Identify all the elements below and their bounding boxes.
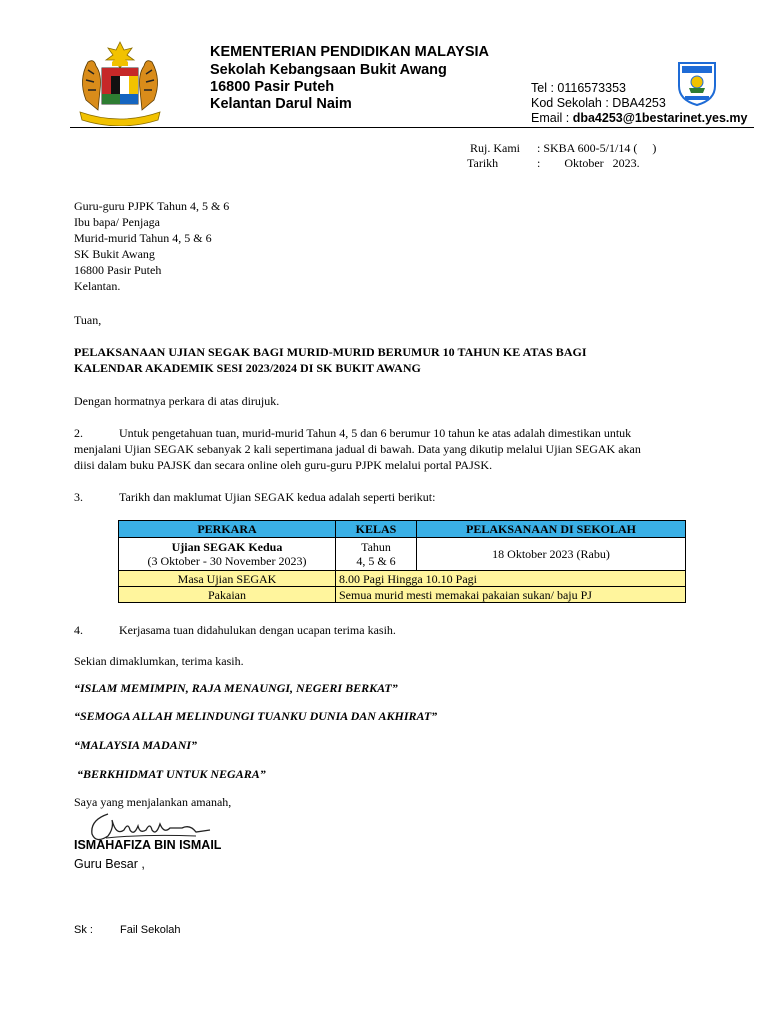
table-row	[119, 587, 686, 603]
recipient-line: 16800 Pasir Puteh	[74, 263, 162, 277]
paragraph-2-line-2: menjalani Ujian SEGAK sebanyak 2 kali sepertimana jadual di bawah. Data yang dikutip melalui Ujian SEGAK akan	[74, 442, 641, 456]
paragraph-number: 3.	[74, 490, 83, 504]
cc-label: Sk :	[74, 924, 93, 936]
kelas-line-2: 4, 5 & 6	[356, 554, 396, 568]
recipient-line: Kelantan.	[74, 279, 121, 293]
table-row	[119, 538, 686, 571]
email-label: Email :	[531, 111, 573, 125]
email-address: dba4253@1bestarinet.yes.my	[572, 111, 748, 125]
paragraph-text: Tarikh dan maklumat Ujian SEGAK kedua adalah seperti berikut:	[119, 490, 436, 504]
ruj-value: : SKBA 600-5/1/14 ( )	[537, 141, 657, 155]
recipient-line: Guru-guru PJPK Tahun 4, 5 & 6	[74, 199, 230, 213]
paragraph-2-line-3: diisi dalam buku PAJSK dan secara online oleh guru-guru PJPK melalui portal PAJSK.	[74, 458, 493, 472]
school-code: Kod Sekolah : DBA4253	[531, 96, 666, 110]
table-cell-label: Pakaian	[119, 587, 336, 603]
subject-line-1: PELAKSANAAN UJIAN SEGAK BAGI MURID-MURID BERUMUR 10 TAHUN KE ATAS BAGI	[74, 345, 587, 359]
table-header: PELAKSANAAN DI SEKOLAH	[417, 521, 686, 538]
salutation: Tuan,	[74, 313, 102, 327]
school-postcode-town: 16800 Pasir Puteh	[210, 79, 335, 95]
paragraph-text: Untuk pengetahuan tuan, murid-murid Tahun 4, 5 dan 6 berumur 10 tahun ke atas adalah dimestikan untuk	[119, 426, 632, 440]
table-cell-label: Masa Ujian SEGAK	[119, 571, 336, 587]
segak-info-table	[118, 520, 686, 603]
paragraph-number: 2.	[74, 426, 83, 440]
subject-line-2: KALENDAR AKADEMIK SESI 2023/2024 DI SK BUKIT AWANG	[74, 361, 421, 375]
ministry-name: KEMENTERIAN PENDIDIKAN MALAYSIA	[210, 44, 490, 60]
paragraph-3	[74, 489, 696, 505]
recipient-line: Murid-murid Tahun 4, 5 & 6	[74, 231, 212, 245]
email-line	[531, 111, 747, 126]
table-row	[119, 571, 686, 587]
kelas-line-1: Tahun	[361, 540, 391, 554]
table-header-row	[119, 521, 686, 538]
telephone: Tel : 0116573353	[531, 81, 626, 95]
table-cell-value: Semua murid mesti memakai pakaian sukan/ baju PJ	[336, 587, 686, 603]
paragraph-text: Kerjasama tuan didahulukan dengan ucapan terima kasih.	[119, 623, 396, 637]
school-crest-logo	[676, 60, 718, 106]
opening-sentence: Dengan hormatnya perkara di atas dirujuk.	[74, 394, 280, 408]
tarikh-value: : Oktober 2023.	[537, 156, 640, 170]
recipient-line: Ibu bapa/ Penjaga	[74, 215, 160, 229]
table-cell-perkara	[119, 538, 336, 571]
school-state: Kelantan Darul Naim	[210, 96, 352, 112]
signatory-title: Guru Besar ,	[74, 857, 145, 871]
perkara-title: Ujian SEGAK Kedua	[171, 540, 283, 554]
paragraph-4	[74, 622, 696, 638]
paragraph-number: 4.	[74, 623, 83, 637]
perkara-date-range: (3 Oktober - 30 November 2023)	[147, 554, 307, 568]
table-cell-value: 8.00 Pagi Hingga 10.10 Pagi	[336, 571, 686, 587]
motto-line: “MALAYSIA MADANI”	[74, 738, 198, 752]
table-cell-kelas	[336, 538, 417, 571]
motto-line: “SEMOGA ALLAH MELINDUNGI TUANKU DUNIA DAN AKHIRAT”	[74, 709, 438, 723]
table-header: KELAS	[336, 521, 417, 538]
table-header: PERKARA	[119, 521, 336, 538]
school-name: Sekolah Kebangsaan Bukit Awang	[210, 62, 447, 78]
coat-of-arms-logo	[72, 40, 168, 126]
paragraph-2-line-1	[74, 425, 696, 441]
trust-line: Saya yang menjalankan amanah,	[74, 795, 232, 809]
cc-value: Fail Sekolah	[120, 924, 181, 936]
header-divider	[70, 127, 754, 128]
ruj-label: Ruj. Kami	[470, 141, 520, 155]
motto-line: “BERKHIDMAT UNTUK NEGARA”	[74, 767, 266, 781]
table-cell-pelaksanaan: 18 Oktober 2023 (Rabu)	[417, 538, 686, 571]
closing-sentence: Sekian dimaklumkan, terima kasih.	[74, 654, 244, 668]
tarikh-label: Tarikh	[467, 156, 499, 170]
recipient-line: SK Bukit Awang	[74, 247, 155, 261]
motto-line: “ISLAM MEMIMPIN, RAJA MENAUNGI, NEGERI BERKAT”	[74, 681, 398, 695]
signatory-name: ISMAHAFIZA BIN ISMAIL	[74, 838, 222, 852]
